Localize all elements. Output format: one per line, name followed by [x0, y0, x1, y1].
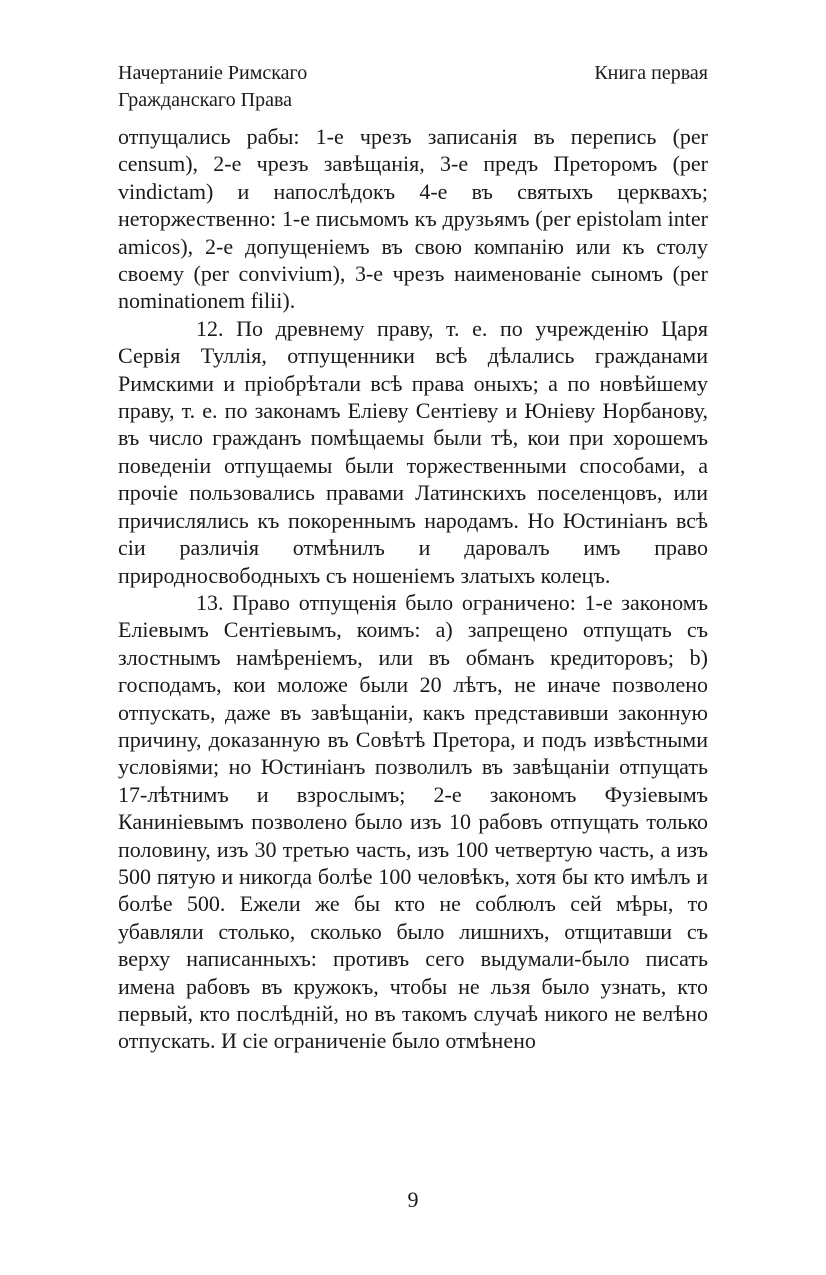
page-number: 9 — [407, 1187, 419, 1212]
running-header-title — [118, 60, 307, 114]
paragraph-13: 13. Право отпущенія было ограничено: 1-е закономъ Еліевымъ Сентіевымъ, коимъ: а) запрещено отпущать съ злостнымъ намѣреніемъ, или въ обманъ кредиторовъ; b) господамъ, кои моложе были 20 лѣтъ, не иначе позволено отпускать, даже въ завѣщаніи, какъ представивши законную причину, доказанную въ Совѣтѣ Претора, и подъ извѣстными условіями; но Юстиніанъ позволилъ въ завѣщаніи отпущать 17-лѣтнимъ и взрослымъ; 2-е закономъ Фузіевымъ Каниніевымъ позволено было изъ 10 рабовъ отпущать только половину, изъ 30 третью часть, изъ 100 четвертую часть, а изъ 500 пятую и никогда болѣе 100 человѣкъ, хотя бы кто имѣлъ и болѣе 500. Ежели же бы кто не соблюлъ сей мѣры, то убавляли столько, сколько было лишнихъ, отщитавши съ верху написанныхъ: противъ сего выдумали-было писать имена рабовъ въ кружокъ, чтобы не льзя было узнать, кто первый, кто послѣдній, но въ такомъ случаѣ никого не велѣно отпускать. И сіе ограниченіе было отмѣнено — [118, 589, 708, 1054]
running-header-book: Книга первая — [594, 62, 708, 84]
header-title-line-1: Начертаниіе Римскаго — [118, 62, 308, 84]
paragraph-12: 12. По древнему праву, т. е. по учрежденію Царя Сервія Туллія, отпущенники всѣ дѣлались гражданами Римскими и пріобрѣтали всѣ права оныхъ; а по новѣйшему праву, т. е. по законамъ Еліеву Сентіеву и Юніеву Норбанову, въ число гражданъ помѣщаемы были тѣ, кои при хорошемъ поведеніи отпущаемы были торжественными способами, а прочіе пользовались правами Латинскихъ поселенцовъ, или причислялись къ покореннымъ народамъ. Но Юстиніанъ всѣ сіи различія отмѣнилъ и даровалъ имъ право природносвободныхъ съ ношеніемъ златыхъ колецъ. — [118, 315, 708, 588]
body-text — [118, 123, 708, 1055]
header-title-line-2: Гражданскаго Права — [118, 89, 293, 111]
running-header — [118, 60, 708, 114]
paragraph-continuation: отпущались рабы: 1-е чрезъ записанія въ перепись (per censum), 2-е чрезъ завѣщанія, 3-е предъ Преторомъ (per vindictam) и напослѣдокъ 4-е въ святыхъ церквахъ; неторжественно: 1-е письмомъ къ друзьямъ (per epistolam inter amicos), 2-е допущеніемъ въ свою компанію или къ столу своему (per convivium), 3-е чрезъ наименованіе сыномъ (per nominationem filii). — [118, 124, 708, 314]
